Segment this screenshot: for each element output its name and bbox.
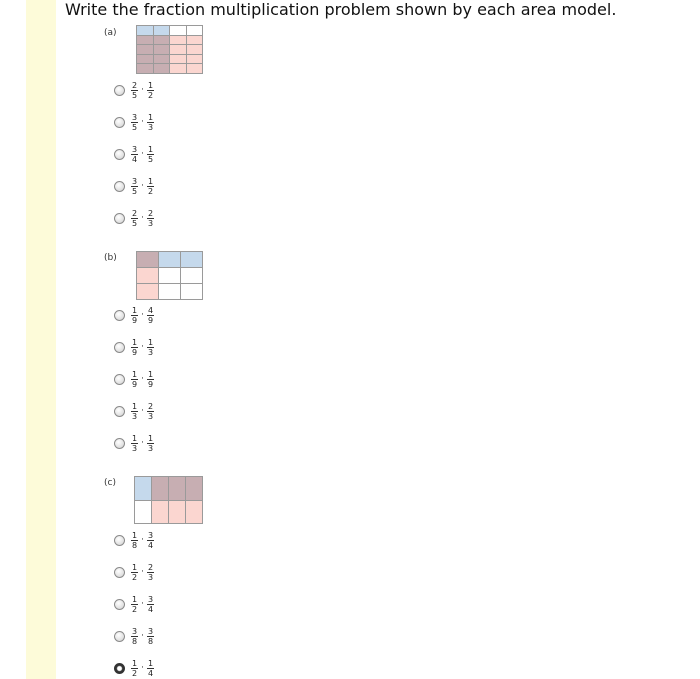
fraction-first [131,338,138,357]
area-model-cell [152,477,169,501]
area-model-cell [135,477,152,501]
area-model-cell [186,477,203,501]
area-model-cell [186,26,203,36]
area-model-cell [159,284,181,300]
area-model-cell [186,45,203,55]
question-prompt: Write the fraction multiplication problem shown by each area model. [65,0,617,19]
radio-button[interactable] [114,149,125,160]
area-model-cell [137,252,159,268]
part-label: (c) [104,478,116,488]
radio-button[interactable] [114,438,125,449]
fraction-first-numerator: 1 [132,337,138,347]
area-model-cell [169,500,186,524]
fraction-second [147,338,154,357]
fraction-first [131,402,138,421]
fraction-first [131,177,138,196]
fraction-first [131,209,138,228]
radio-button[interactable] [114,342,125,353]
fraction-second-denominator: 4 [147,540,154,550]
fraction-first-denominator: 8 [132,540,138,550]
fraction-second-numerator: 4 [147,305,154,315]
fraction-first-denominator: 3 [132,411,138,421]
area-model-grid [136,251,203,300]
fraction-first-denominator: 8 [132,636,138,646]
fraction-first-numerator: 1 [132,658,138,668]
radio-button-selected[interactable] [114,663,125,674]
answer-option[interactable] [114,658,154,678]
fraction-first-numerator: 1 [132,401,138,411]
fraction-second-numerator: 3 [147,530,154,540]
radio-button[interactable] [114,535,125,546]
multiply-dot: · [141,117,144,127]
fraction-first-numerator: 2 [132,208,138,218]
fraction-second-denominator: 4 [147,604,154,614]
fraction-second-denominator: 4 [147,668,154,678]
fraction-second-numerator: 1 [147,144,154,154]
fraction-first [131,113,138,132]
area-model-cell [137,54,154,64]
area-model-cell [135,500,152,524]
area-model-cell [186,35,203,45]
area-model-cell [137,284,159,300]
part-label: (a) [104,28,117,38]
radio-button[interactable] [114,599,125,610]
fraction-second-numerator: 1 [147,658,154,668]
fraction-first-numerator: 3 [132,626,138,636]
multiply-dot: · [141,406,144,416]
multiply-dot: · [141,374,144,384]
fraction-second-denominator: 8 [147,636,154,646]
fraction-second-numerator: 1 [147,337,154,347]
area-model-cell [186,500,203,524]
area-model-cell [170,26,187,36]
answer-option[interactable] [114,80,154,100]
area-model-cell [186,64,203,74]
area-model-cell [153,45,170,55]
fraction-first-denominator: 9 [132,347,138,357]
fraction-first-numerator: 1 [132,562,138,572]
fraction-second-numerator: 1 [147,176,154,186]
fraction-first-denominator: 5 [132,218,138,228]
radio-button[interactable] [114,117,125,128]
fraction-first-denominator: 9 [132,379,138,389]
area-model-cell [153,64,170,74]
answer-option[interactable] [114,144,154,164]
fraction-first-denominator: 5 [132,186,138,196]
multiply-dot: · [141,149,144,159]
fraction-second-numerator: 2 [147,208,154,218]
fraction-first-denominator: 5 [132,122,138,132]
area-model-cell [181,268,203,284]
fraction-first-denominator: 3 [132,443,138,453]
fraction-second [147,370,154,389]
part-label: (b) [104,253,117,263]
fraction-second-numerator: 3 [147,594,154,604]
answer-option[interactable] [114,305,154,325]
multiply-dot: · [141,342,144,352]
multiply-dot: · [141,535,144,545]
fraction-second-numerator: 2 [147,401,154,411]
multiply-dot: · [141,663,144,673]
fraction-second [147,209,154,228]
area-model-cell [181,252,203,268]
radio-button[interactable] [114,181,125,192]
fraction-second [147,563,154,582]
left-sidebar-strip [26,0,56,679]
area-model-cell [153,54,170,64]
fraction-first-numerator: 2 [132,80,138,90]
radio-button[interactable] [114,567,125,578]
radio-button[interactable] [114,213,125,224]
fraction-first-denominator: 2 [132,604,138,614]
fraction-second [147,81,154,100]
area-model-cell [169,477,186,501]
radio-button[interactable] [114,310,125,321]
answer-option[interactable] [114,337,154,357]
fraction-second [147,659,154,678]
fraction-second [147,145,154,164]
fraction-second-denominator: 9 [147,379,154,389]
fraction-second-numerator: 1 [147,112,154,122]
fraction-second-denominator: 3 [147,572,154,582]
fraction-second [147,434,154,453]
area-model-cell [153,26,170,36]
answer-option[interactable] [114,208,154,228]
area-model-cell [181,284,203,300]
fraction-first-denominator: 2 [132,668,138,678]
answer-option[interactable] [114,369,154,389]
fraction-second-denominator: 2 [147,186,154,196]
fraction-first-denominator: 5 [132,90,138,100]
area-model-cell [153,35,170,45]
area-model-cell [137,268,159,284]
fraction-first [131,627,138,646]
area-model-cell [159,268,181,284]
area-model-cell [170,64,187,74]
fraction-first [131,145,138,164]
multiply-dot: · [141,599,144,609]
answer-option[interactable] [114,530,154,550]
fraction-second-numerator: 1 [147,80,154,90]
area-model-grid [136,25,203,74]
fraction-first-numerator: 1 [132,305,138,315]
fraction-first-denominator: 9 [132,315,138,325]
fraction-first-numerator: 3 [132,176,138,186]
fraction-second-denominator: 3 [147,443,154,453]
fraction-first-numerator: 1 [132,594,138,604]
area-model-grid [134,476,203,524]
fraction-first-numerator: 3 [132,112,138,122]
area-model-cell [137,45,154,55]
radio-button[interactable] [114,85,125,96]
fraction-first-numerator: 1 [132,433,138,443]
fraction-second-numerator: 1 [147,369,154,379]
fraction-second-numerator: 2 [147,562,154,572]
area-model-cell [170,35,187,45]
multiply-dot: · [141,631,144,641]
fraction-first [131,370,138,389]
fraction-second-denominator: 3 [147,411,154,421]
fraction-first-denominator: 2 [132,572,138,582]
fraction-second [147,595,154,614]
multiply-dot: · [141,310,144,320]
area-model-cell [170,54,187,64]
multiply-dot: · [141,567,144,577]
area-model-cell [137,64,154,74]
answer-option[interactable] [114,626,154,646]
fraction-second-numerator: 3 [147,626,154,636]
fraction-first-denominator: 4 [132,154,138,164]
fraction-second [147,306,154,325]
area-model-cell [137,35,154,45]
fraction-first-numerator: 1 [132,369,138,379]
answer-option[interactable] [114,112,154,132]
fraction-second-numerator: 1 [147,433,154,443]
area-model-cell [186,54,203,64]
answer-option[interactable] [114,433,154,453]
fraction-first [131,81,138,100]
fraction-first-numerator: 1 [132,530,138,540]
fraction-second-denominator: 2 [147,90,154,100]
fraction-second-denominator: 3 [147,347,154,357]
radio-button[interactable] [114,406,125,417]
answer-option[interactable] [114,594,154,614]
fraction-first [131,306,138,325]
fraction-second-denominator: 3 [147,122,154,132]
answer-option[interactable] [114,176,154,196]
radio-button[interactable] [114,374,125,385]
fraction-first [131,659,138,678]
multiply-dot: · [141,438,144,448]
fraction-first [131,563,138,582]
fraction-second [147,531,154,550]
fraction-second-denominator: 5 [147,154,154,164]
fraction-second [147,177,154,196]
fraction-first [131,434,138,453]
radio-button[interactable] [114,631,125,642]
fraction-second-denominator: 3 [147,218,154,228]
fraction-first-numerator: 3 [132,144,138,154]
area-model-cell [170,45,187,55]
multiply-dot: · [141,213,144,223]
area-model-cell [159,252,181,268]
multiply-dot: · [141,181,144,191]
answer-option[interactable] [114,401,154,421]
multiply-dot: · [141,85,144,95]
fraction-second [147,402,154,421]
fraction-second [147,627,154,646]
fraction-second-denominator: 9 [147,315,154,325]
area-model-cell [137,26,154,36]
fraction-second [147,113,154,132]
fraction-first [131,595,138,614]
area-model-cell [152,500,169,524]
answer-option[interactable] [114,562,154,582]
fraction-first [131,531,138,550]
